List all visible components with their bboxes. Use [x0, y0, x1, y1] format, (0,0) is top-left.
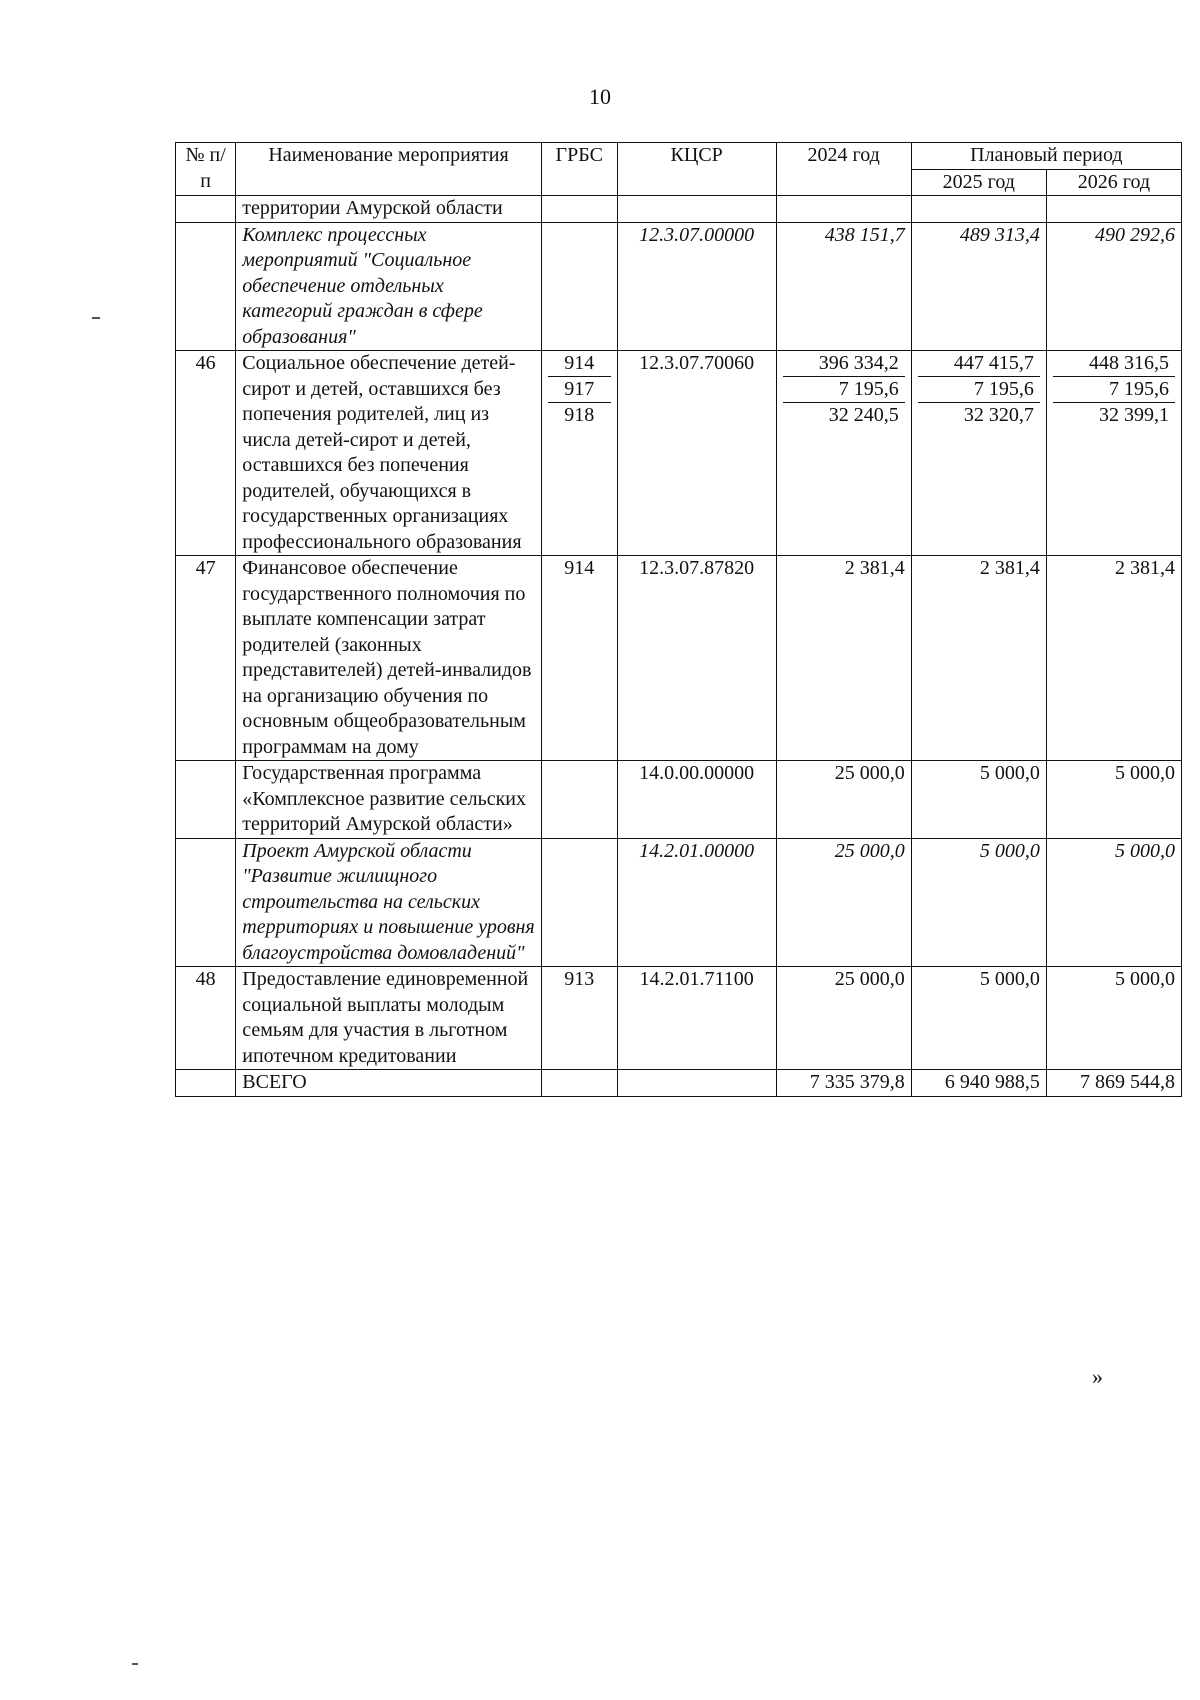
row-num: [176, 1070, 236, 1097]
budget-table: [175, 142, 1182, 1097]
row-2025: 5 000,0: [911, 967, 1046, 1070]
header-grbs: ГРБС: [541, 143, 617, 196]
row-name: Социальное обеспечение детей-сирот и детей, оставшихся без попечения родителей, лиц из числа детей-сирот и детей, оставшихся без попечения родителей, обучающихся в государственных организациях профессионального образования: [236, 351, 542, 556]
value-2026: 448 316,5: [1053, 351, 1175, 377]
table-row: [176, 556, 1182, 761]
row-2024: 7 335 379,8: [776, 1070, 911, 1097]
row-2025: 5 000,0: [911, 838, 1046, 967]
row-grbs: [541, 838, 617, 967]
value-2024: 32 240,5: [828, 404, 899, 426]
row-grbs: [541, 222, 617, 351]
value-2024: 396 334,2: [783, 351, 905, 377]
row-name: ВСЕГО: [236, 1070, 542, 1097]
page-number: 10: [589, 84, 611, 109]
row-2024: 25 000,0: [776, 967, 911, 1070]
row-name: Финансовое обеспечение государственного полномочия по выплате компенсации затрат родителей (законных представителей) детей-инвалидов на организацию обучения по основным общеобразовательным программам на дому: [236, 556, 542, 761]
table-row: [176, 351, 1182, 556]
table-header-row: [176, 143, 1182, 170]
row-grbs: [541, 1070, 617, 1097]
row-2026: 2 381,4: [1046, 556, 1181, 761]
table-row-program: [176, 761, 1182, 839]
grbs-code: 917: [548, 377, 611, 403]
value-2025: 7 195,6: [918, 377, 1040, 403]
grbs-code: 914: [548, 351, 611, 377]
header-name: Наименование мероприятия: [236, 143, 542, 196]
value-2026: 7 195,6: [1053, 377, 1175, 403]
row-name: Государственная программа «Комплексное развитие сельских территорий Амурской области»: [236, 761, 542, 839]
row-grbs-stack: [541, 351, 617, 556]
row-2026: 5 000,0: [1046, 838, 1181, 967]
value-2025: 32 320,7: [963, 404, 1034, 426]
row-2024-stack: [776, 351, 911, 556]
row-2025: [911, 196, 1046, 223]
header-kcsr: КЦСР: [617, 143, 776, 196]
row-2025: 489 313,4: [911, 222, 1046, 351]
row-kcsr: [617, 1070, 776, 1097]
scan-mark: [132, 1663, 138, 1665]
row-kcsr: 14.0.00.00000: [617, 761, 776, 839]
row-2026: [1046, 196, 1181, 223]
row-2026: 5 000,0: [1046, 967, 1181, 1070]
row-grbs: 913: [541, 967, 617, 1070]
table-row-subtotal: [176, 838, 1182, 967]
row-num: [176, 761, 236, 839]
header-num: № п/п: [176, 143, 236, 196]
value-2025: 447 415,7: [918, 351, 1040, 377]
table-row: [176, 196, 1182, 223]
row-kcsr: [617, 196, 776, 223]
header-2026: 2026 год: [1046, 169, 1181, 196]
grbs-code: 918: [564, 404, 595, 426]
row-name: Предоставление единовременной социальной выплаты молодым семьям для участия в льготном ипотечном кредитовании: [236, 967, 542, 1070]
row-grbs: [541, 196, 617, 223]
row-2025: 2 381,4: [911, 556, 1046, 761]
table-row-subtotal: [176, 222, 1182, 351]
header-2025: 2025 год: [911, 169, 1046, 196]
row-grbs: [541, 761, 617, 839]
table-row: [176, 967, 1182, 1070]
header-planned-period: Плановый период: [911, 143, 1181, 170]
row-kcsr: 12.3.07.70060: [617, 351, 776, 556]
row-name: территории Амурской области: [236, 196, 542, 223]
table-row-total: [176, 1070, 1182, 1097]
row-kcsr: 12.3.07.00000: [617, 222, 776, 351]
row-2026: 5 000,0: [1046, 761, 1181, 839]
row-2026: 7 869 544,8: [1046, 1070, 1181, 1097]
row-num: [176, 222, 236, 351]
row-num: [176, 196, 236, 223]
row-grbs: 914: [541, 556, 617, 761]
value-2026: 32 399,1: [1099, 404, 1169, 426]
closing-quote-mark: »: [1092, 1364, 1103, 1389]
row-kcsr: 12.3.07.87820: [617, 556, 776, 761]
row-2024: 25 000,0: [776, 838, 911, 967]
row-2024: [776, 196, 911, 223]
row-num: 47: [176, 556, 236, 761]
row-2026-stack: [1046, 351, 1181, 556]
row-2025: 5 000,0: [911, 761, 1046, 839]
header-2024: 2024 год: [776, 143, 911, 196]
row-2025: 6 940 988,5: [911, 1070, 1046, 1097]
row-2024: 438 151,7: [776, 222, 911, 351]
row-num: 46: [176, 351, 236, 556]
row-2026: 490 292,6: [1046, 222, 1181, 351]
row-2025-stack: [911, 351, 1046, 556]
row-num: [176, 838, 236, 967]
row-kcsr: 14.2.01.00000: [617, 838, 776, 967]
row-num: 48: [176, 967, 236, 1070]
row-kcsr: 14.2.01.71100: [617, 967, 776, 1070]
value-2024: 7 195,6: [783, 377, 905, 403]
row-name: Проект Амурской области "Развитие жилищного строительства на сельских территориях и повышение уровня благоустройства домовладений": [236, 838, 542, 967]
row-2024: 25 000,0: [776, 761, 911, 839]
row-2024: 2 381,4: [776, 556, 911, 761]
scan-mark: [92, 317, 100, 319]
row-name: Комплекс процессных мероприятий "Социальное обеспечение отдельных категорий граждан в сфере образования": [236, 222, 542, 351]
